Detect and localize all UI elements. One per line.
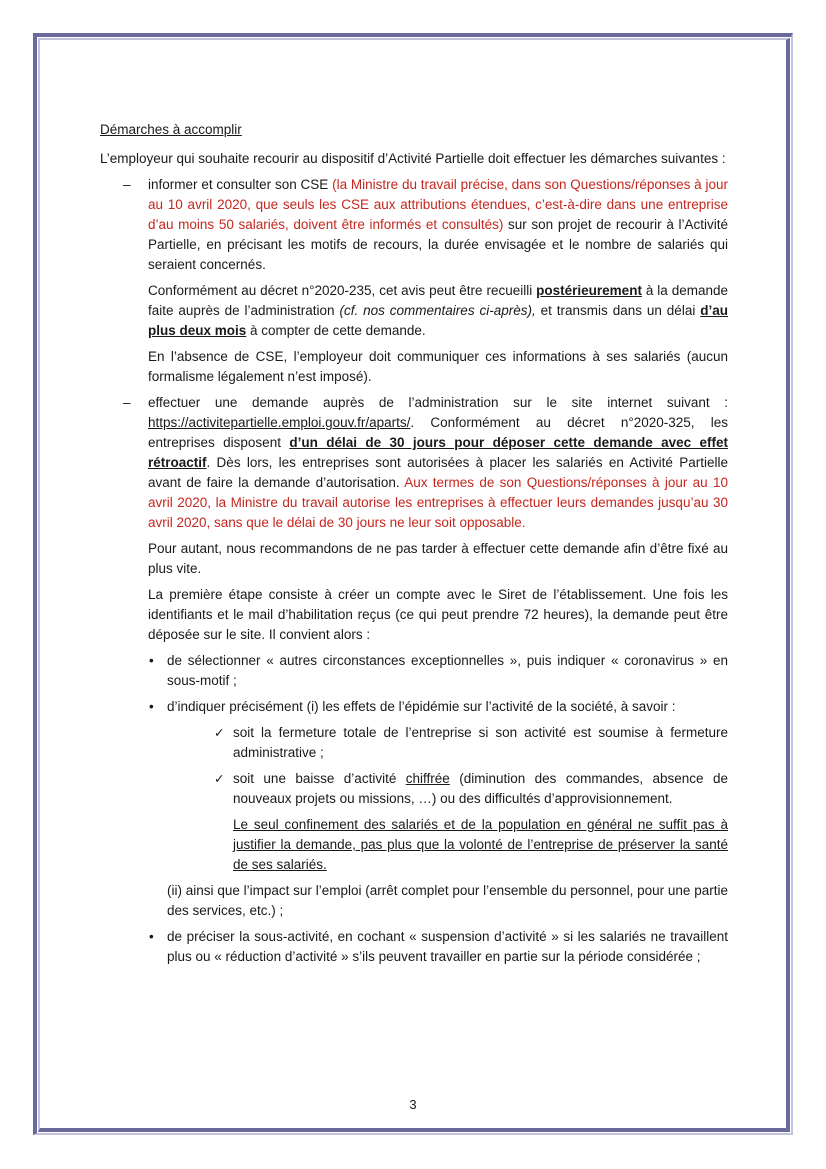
document-body: [40, 40, 786, 967]
page-number: 3: [409, 1097, 417, 1112]
bullet-item-effets-epidemie: [149, 697, 728, 717]
dash-marker: –: [123, 395, 131, 410]
text-run: Pour autant, nous recommandons de ne pas tarder à effectuer cette demande afin d’être fixé au plus vite.: [148, 541, 728, 576]
dash-item-informer-cse: [123, 175, 728, 275]
text-run: postérieurement: [536, 283, 642, 298]
text-run: En l’absence de CSE, l’employeur doit communiquer ces informations à ses salariés (aucun formalisme légalement n’est imposé).: [148, 349, 728, 384]
text-run: . Dès lors, les entreprises sont autorisées à placer les salariés en Activité Partielle avant de faire la demande d’autorisation.: [148, 455, 728, 490]
dash-marker: –: [123, 177, 131, 192]
text-run: L’employeur qui souhaite recourir au dispositif d’Activité Partielle doit effectuer les démarches suivantes :: [100, 151, 726, 166]
paragraph-decret-2020-235: [148, 281, 728, 341]
text-run: . Conformément au décret n°2020-325, les entreprises disposent: [148, 415, 728, 450]
text-run: Démarches à accomplir: [100, 122, 242, 137]
text-run: d’un délai de 30 jours pour déposer cette demande avec effet rétroactif: [148, 435, 728, 470]
bullet-marker: •: [149, 653, 154, 668]
text-run: à la demande faite auprès de l’administration: [148, 283, 729, 318]
check-item-fermeture-totale: [214, 723, 728, 763]
check-item-baisse-activite: [214, 769, 728, 809]
text-run: d’indiquer précisément (i) les effets de l’épidémie sur l’activité de la société, à savoir :: [167, 699, 676, 714]
bullet-item-motif: [149, 651, 728, 691]
doc-title: [100, 120, 728, 140]
bullet-item-sous-activite: [149, 927, 728, 967]
paragraph-absence-cse: [148, 347, 728, 387]
text-run: de préciser la sous-activité, en cochant « suspension d’activité » si les salariés ne travaillent plus ou « réduction d’activité » s’ils peuvent travailler en partie sur la période considérée ;: [167, 929, 728, 964]
activite-partielle-link[interactable]: https://activitepartielle.emploi.gouv.fr/aparts/: [148, 415, 411, 430]
text-run: soit une baisse d’activité: [233, 771, 406, 786]
bullet-marker: •: [149, 929, 154, 944]
text-run: et transmis dans un délai: [535, 303, 701, 318]
intro-paragraph: [100, 149, 728, 169]
check-icon: ✓: [214, 726, 225, 740]
text-run: chiffrée: [405, 771, 450, 786]
text-run: (ii) ainsi que l’impact sur l’emploi (arrêt complet pour l’ensemble du personnel, pour une partie des services, etc.) ;: [167, 883, 728, 918]
text-run: à compter de cette demande.: [246, 323, 426, 338]
paragraph-confinement-warning: [233, 815, 728, 875]
paragraph-recommandation: [148, 539, 728, 579]
red-note-delai: Aux termes de son Questions/réponses à jour au 10 avril 2020, la Ministre du travail autorise les entreprises à effectuer leurs demandes jusqu’au 30 avril 2020, sans que le délai de 30 jours ne leur soit opposable.: [148, 475, 728, 530]
text-run: de sélectionner « autres circonstances exceptionnelles », puis indiquer « coronavirus » en sous-motif ;: [167, 653, 728, 688]
text-run: effectuer une demande auprès de l’administration sur le site internet suivant :: [148, 395, 728, 410]
text-run: (cf. nos commentaires ci-après),: [339, 303, 536, 318]
dash-item-demande-administration: [123, 393, 728, 533]
page-border-outer: [33, 33, 793, 1135]
paragraph-impact-emploi: [167, 881, 728, 921]
text-run: La première étape consiste à créer un compte avec le Siret de l’établissement. Une fois les identifiants et le mail d’habilitation reçus (ce qui peut prendre 72 heures), la demande peut être déposée sur le site. Il convient alors :: [148, 587, 728, 642]
page-border-inner: [38, 38, 790, 1132]
text-run: sur son projet de recourir à l’Activité Partielle, en précisant les motifs de recours, la durée envisagée et le nombre de salariés qui seraient concernés.: [148, 217, 728, 272]
paragraph-premiere-etape: [148, 585, 728, 645]
text-run: (diminution des commandes, absence de nouveaux projets ou missions, …) ou des difficultés d’approvisionnement.: [233, 771, 728, 806]
text-run: Conformément au décret n°2020-235, cet avis peut être recueilli: [148, 283, 537, 298]
check-icon: ✓: [214, 772, 225, 786]
text-run: d’au plus deux mois: [148, 303, 728, 338]
text-run: soit la fermeture totale de l’entreprise si son activité est soumise à fermeture administrative ;: [233, 725, 728, 760]
red-note-cse: (la Ministre du travail précise, dans son Questions/réponses à jour au 10 avril 2020, que seuls les CSE aux attributions étendues, c’est-à-dire dans une entreprise d’au moins 50 salariés, doivent être informés et consultés): [148, 177, 728, 232]
bullet-marker: •: [149, 699, 154, 714]
text-run: informer et consulter son CSE: [148, 177, 333, 192]
text-run: Le seul confinement des salariés et de la population en général ne suffit pas à justifier la demande, pas plus que la volonté de l’entreprise de préserver la santé de ses salariés.: [233, 817, 728, 872]
